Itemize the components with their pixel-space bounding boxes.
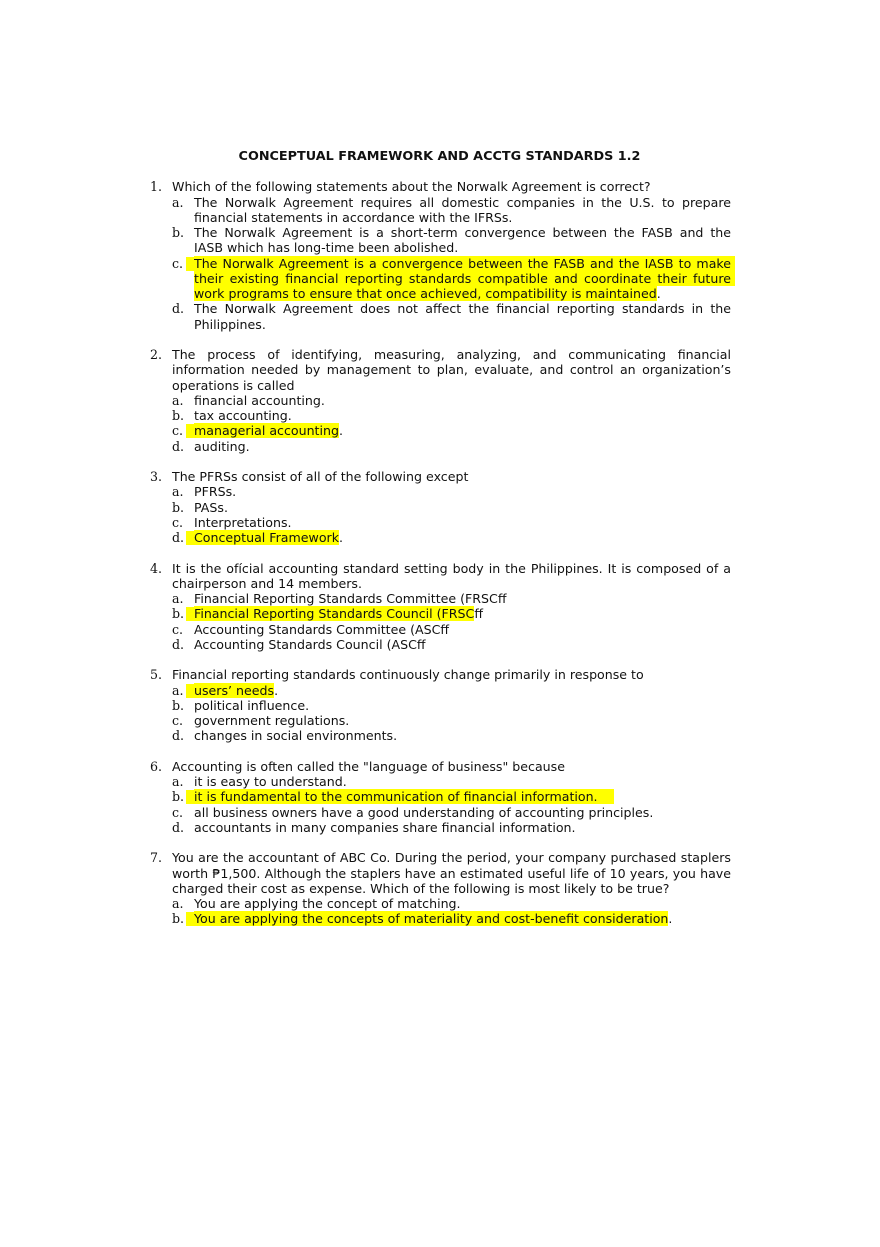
answer-option: [172, 805, 731, 820]
option-suffix: .: [656, 286, 661, 301]
question: [150, 179, 736, 332]
document-title: CONCEPTUAL FRAMEWORK AND ACCTG STANDARDS 1.2: [238, 149, 641, 164]
option-text: Financial Reporting Standards Council (FRSC: [194, 606, 475, 622]
option-letter: d.: [172, 636, 185, 652]
question-number: 6.: [150, 758, 163, 774]
answer-option: [172, 774, 731, 789]
option-text: Financial Reporting Standards Committee (FRSCff: [194, 591, 507, 606]
question-stem: The process of identifying, measuring, analyzing, and communicating financial information needed by management to plan, evaluate, and control an organization’s operations is called: [172, 347, 731, 393]
answer-option: [172, 591, 731, 606]
option-letter: b.: [172, 911, 185, 927]
option-letter: d.: [172, 530, 185, 545]
option-suffix: .: [339, 530, 344, 545]
option-text: users’ needs: [194, 682, 275, 698]
option-text: all business owners have a good understanding of accounting principles.: [194, 804, 654, 820]
highlight-mark: [186, 424, 194, 438]
question-stem: Financial reporting standards continuously change primarily in response to: [172, 667, 644, 683]
question: [150, 667, 731, 743]
answer-option: [172, 896, 731, 911]
answer-option-correct: [172, 255, 736, 302]
option-letter: a.: [172, 194, 184, 210]
option-text: government regulations.: [194, 713, 350, 728]
option-text: Conceptual Framework: [194, 530, 339, 545]
option-letter: d.: [172, 819, 185, 835]
document-page: [150, 149, 736, 942]
highlight-mark: [186, 912, 194, 926]
option-text: PFRSs.: [194, 484, 237, 500]
option-letter: d.: [172, 728, 185, 744]
answer-option-correct: [172, 423, 731, 438]
option-text: managerial accounting: [194, 423, 339, 439]
option-letter: a.: [172, 484, 184, 500]
option-text: The Norwalk Agreement requires all domestic companies in the U.S. to prepare financial statements in accordance with the IFRSs.: [194, 194, 731, 225]
option-text: it is easy to understand.: [194, 774, 347, 789]
answer-option: [172, 195, 731, 226]
option-letter: b.: [172, 499, 185, 515]
option-text: political influence.: [194, 697, 310, 713]
question-number: 1.: [150, 179, 163, 195]
option-letter: b.: [172, 225, 185, 240]
option-text: Accounting Standards Committee (ASCff: [194, 621, 450, 637]
answer-option: [172, 484, 731, 499]
option-letter: c.: [172, 514, 184, 530]
option-text: it is fundamental to the communication of financial information.: [194, 789, 614, 805]
option-suffix: .: [274, 682, 279, 698]
option-letter: c.: [172, 713, 184, 728]
question: [150, 561, 731, 653]
option-text: Accounting Standards Council (ASCff: [194, 636, 426, 652]
option-letter: a.: [172, 591, 184, 606]
option-letter: a.: [172, 774, 184, 789]
question: [150, 469, 731, 545]
highlight-mark: [186, 257, 194, 271]
option-text: accountants in many companies share financial information.: [194, 819, 576, 835]
option-letter: a.: [172, 392, 184, 408]
answer-option-correct: [172, 789, 731, 804]
answer-option-correct: [172, 606, 731, 621]
option-letter: a.: [172, 682, 184, 698]
answer-option: [172, 500, 731, 515]
question-number: 5.: [150, 667, 163, 683]
option-text: auditing.: [194, 438, 250, 454]
question: [150, 759, 731, 835]
option-letter: c.: [172, 804, 184, 820]
option-text: Interpretations.: [194, 514, 292, 530]
question: [150, 347, 731, 454]
highlight-mark: [186, 684, 194, 698]
answer-option-correct: [172, 530, 731, 545]
answer-option: [172, 393, 731, 408]
option-letter: c.: [172, 621, 184, 637]
answer-option: [172, 515, 731, 530]
answer-option: [172, 713, 731, 728]
option-letter: c.: [172, 255, 184, 271]
option-text: The Norwalk Agreement is a short-term convergence between the FASB and the IASB which has long-time been abolished.: [194, 225, 731, 256]
option-letter: c.: [172, 423, 184, 439]
option-text: You are applying the concept of matching.: [194, 896, 461, 911]
option-letter: d.: [172, 301, 185, 317]
option-letter: b.: [172, 606, 185, 622]
option-suffix: .: [338, 423, 343, 439]
question-number: 4.: [150, 560, 163, 576]
question-stem: Which of the following statements about the Norwalk Agreement is correct?: [172, 179, 651, 195]
answer-option: [172, 637, 731, 652]
option-text: You are applying the concepts of materiality and cost-benefit consideration: [194, 911, 669, 927]
option-letter: b.: [172, 408, 185, 423]
answer-option: [172, 301, 731, 332]
question-list: [150, 179, 736, 927]
answer-option: [172, 439, 731, 454]
option-text: changes in social environments.: [194, 728, 398, 744]
question-number: 7.: [150, 850, 163, 866]
answer-option-correct: [172, 911, 731, 926]
answer-option-correct: [172, 683, 731, 698]
highlight-mark: [186, 531, 194, 545]
highlight-mark: [186, 607, 194, 621]
option-text: The Norwalk Agreement is a convergence between the FASB and the IASB to make their existing financial reporting standards compatible and coordinate their future work programs to ensure that once achieved, compatibility is maintained: [194, 255, 736, 301]
answer-option: [172, 622, 731, 637]
question-stem: You are the accountant of ABC Co. During the period, your company purchased staplers worth ₱1,500. Although the staplers have an estimated useful life of 10 years, you have charged their cost as expense. Which of the following is most likely to be true?: [172, 850, 731, 896]
answer-option: [172, 225, 731, 256]
answer-option: [172, 698, 731, 713]
option-text: financial accounting.: [194, 392, 325, 408]
answer-option: [172, 820, 731, 835]
option-letter: a.: [172, 896, 184, 911]
question-stem: It is the ofícial accounting standard setting body in the Philippines. It is composed of a chairperson and 14 members.: [172, 560, 731, 591]
option-text: tax accounting.: [194, 408, 292, 423]
question-number: 2.: [150, 347, 163, 362]
question-stem: The PFRSs consist of all of the following except: [172, 469, 469, 484]
highlight-mark: [186, 790, 194, 804]
answer-option: [172, 728, 731, 743]
option-letter: b.: [172, 697, 185, 713]
question: [150, 850, 731, 926]
option-letter: d.: [172, 438, 185, 454]
option-letter: b.: [172, 789, 185, 805]
option-text: PASs.: [194, 499, 228, 515]
question-number: 3.: [150, 469, 163, 484]
option-suffix: ff: [474, 606, 484, 622]
answer-option: [172, 408, 731, 423]
question-stem: Accounting is often called the "language of business" because: [172, 758, 565, 774]
option-suffix: .: [668, 911, 673, 927]
option-text: The Norwalk Agreement does not affect the financial reporting standards in the Philippines.: [194, 301, 731, 332]
